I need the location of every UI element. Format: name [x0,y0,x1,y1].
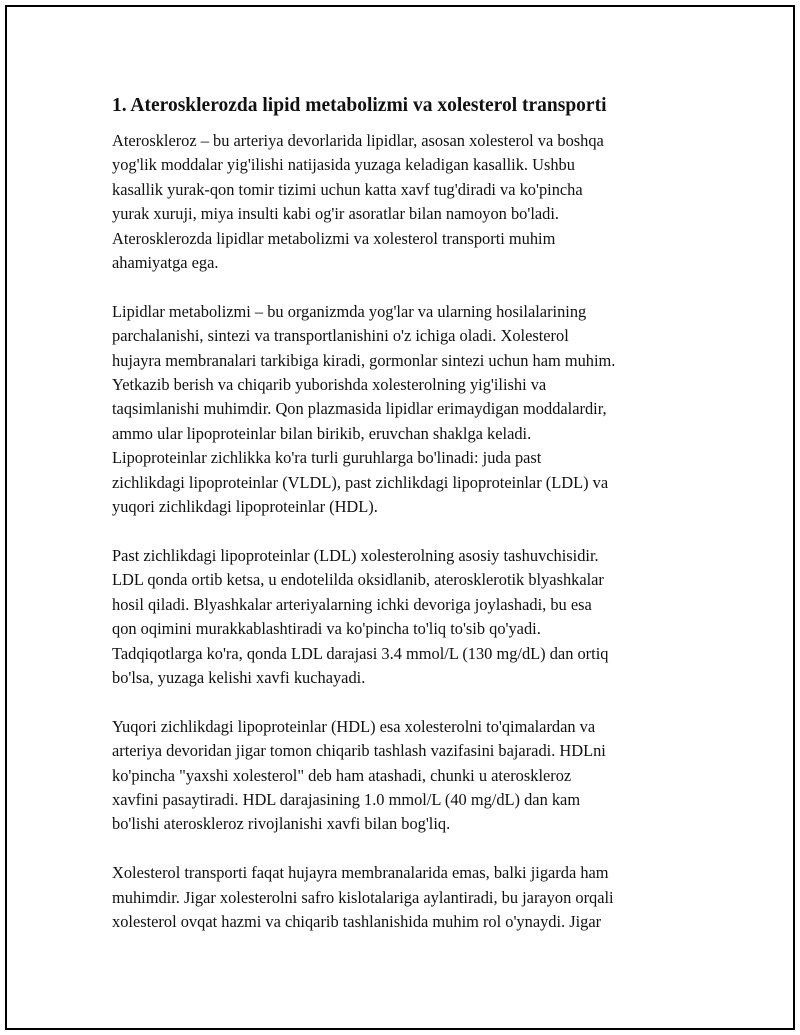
text-line: arteriya devoridan jigar tomon chiqarib tashlash vazifasini bajaradi. HDLni [112,741,606,761]
text-line: LDL qonda ortib ketsa, u endotelilda oksidlanib, aterosklerotik blyashkalar [112,570,604,590]
text-line: parchalanishi, sintezi va transportlanishini o'z ichiga oladi. Xolesterol [112,326,569,346]
paragraph-list [112,129,692,934]
text-line: Past zichlikdagi lipoproteinlar (LDL) xolesterolning asosiy tashuvchisidir. [112,545,599,565]
text-line: Tadqiqotlarga ko'ra, qonda LDL darajasi 3.4 mmol/L (130 mg/dL) dan ortiq [112,643,609,663]
section-heading: 1. Aterosklerozda lipid metabolizmi va xolesterol transporti [112,95,607,116]
text-line: yog'lik moddalar yig'ilishi natijasida yuzaga keladigan kasallik. Ushbu [112,155,575,175]
text-line: ko'pincha "yaxshi xolesterol" deb ham atashadi, chunki u ateroskleroz [112,765,572,785]
text-line: kasallik yurak-qon tomir tizimi uchun katta xavf tug'diradi va ko'pincha [112,179,583,199]
text-line: bo'lishi ateroskleroz rivojlanishi xavfi bilan bog'liq. [112,814,451,834]
text-line: xavfini pasaytiradi. HDL darajasining 1.0 mmol/L (40 mg/dL) dan kam [112,789,581,809]
text-line: Ateroskleroz – bu arteriya devorlarida lipidlar, asosan xolesterol va boshqa [112,131,604,150]
text-line: xolesterol ovqat hazmi va chiqarib tashlanishida muhim rol o'ynaydi. Jigar [112,911,602,931]
text-line: yurak xuruji, miya insulti kabi og'ir asoratlar bilan namoyon bo'ladi. [112,204,559,224]
text-line: hosil qiladi. Blyashkalar arteriyalarning ichki devoriga joylashadi, bu esa [112,594,592,614]
text-line: qon oqimini murakkablashtiradi va ko'pincha to'liq to'sib qo'yadi. [112,619,541,639]
text-line: Lipidlar metabolizmi – bu organizmda yog'lar va ularning hosilalarining [112,301,587,321]
text-line: bo'lsa, yuzaga kelishi xavfi kuchayadi. [112,667,366,687]
text-line: Yetkazib berish va chiqarib yuborishda xolesterolning yig'ilishi va [112,375,547,395]
text-line: Lipoproteinlar zichlikka ko'ra turli guruhlarga bo'linadi: juda past [112,448,542,468]
text-line: hujayra membranalari tarkibiga kiradi, gormonlar sintezi uchun ham muhim. [112,350,616,370]
text-line: yuqori zichlikdagi lipoproteinlar (HDL). [112,497,378,517]
paragraph [112,129,692,275]
text-line: ammo ular lipoproteinlar bilan birikib, eruvchan shaklga keladi. [112,423,532,443]
paragraph [112,861,692,934]
text-line: zichlikdagi lipoproteinlar (VLDL), past zichlikdagi lipoproteinlar (LDL) va [112,472,609,492]
text-line: muhimdir. Jigar xolesterolni safro kislotalariga aylantiradi, bu jarayon orqali [112,887,614,907]
paragraph [112,300,692,520]
text-line: Xolesterol transporti faqat hujayra membranalarida emas, balki jigarda ham [112,863,609,883]
text-line: Yuqori zichlikdagi lipoproteinlar (HDL) esa xolesterolni to'qimalardan va [112,716,596,736]
text-line: Aterosklerozda lipidlar metabolizmi va xolesterol transporti muhim [112,228,556,248]
text-line: ahamiyatga ega. [112,253,219,273]
paragraph [112,715,692,837]
paragraph [112,544,692,690]
document-body [112,93,692,959]
text-line: taqsimlanishi muhimdir. Qon plazmasida lipidlar erimaydigan moddalardir, [112,399,607,419]
